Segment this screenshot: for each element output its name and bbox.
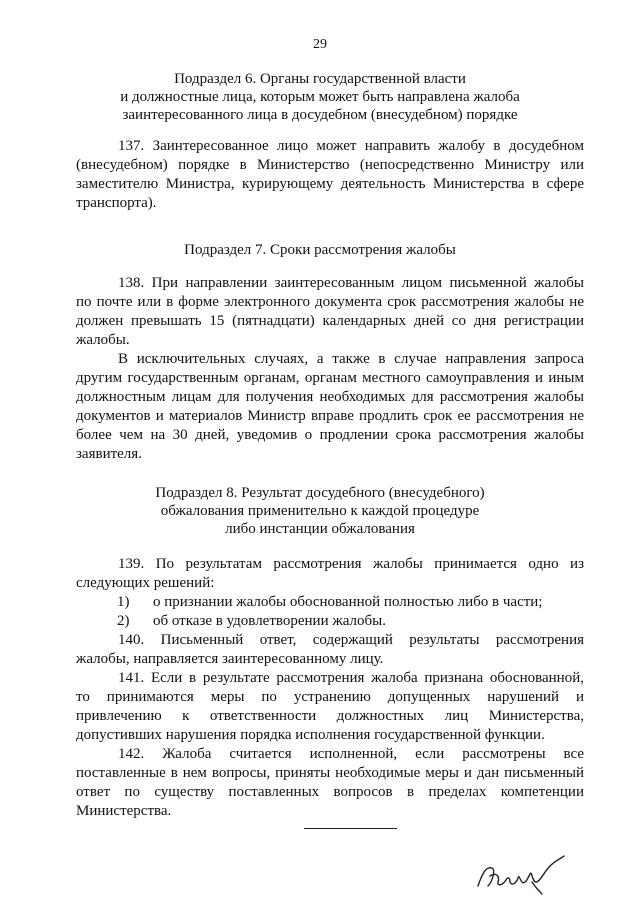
section-8-heading <box>0 484 640 538</box>
decision-list-item-1 <box>117 593 542 612</box>
text-line: 141. Если в результате рассмотрения жалоба признана обоснованной, <box>118 670 584 686</box>
heading-line: обжалования применительно к каждой процедуре <box>160 503 480 519</box>
text-line: документов и материалов Министр вправе продлить срок ее рассмотрения не <box>76 408 584 424</box>
text-line: заявителя. <box>76 446 142 462</box>
paragraph-142 <box>76 745 584 821</box>
text-line: следующих решений: <box>76 575 215 591</box>
text-line: 140. Письменный ответ, содержащий результаты рассмотрения <box>118 632 584 648</box>
page-number: 29 <box>313 37 327 52</box>
text-line: допустивших нарушения порядка исполнения государственной функции. <box>76 727 545 743</box>
text-line: должен превышать 15 (пятнадцати) календарных дней со дня регистрации <box>76 313 584 329</box>
text-line: более чем на 30 дней, уведомив о продлении срока рассмотрения жалобы <box>76 427 584 443</box>
list-text: о признании жалобы обоснованной полностью либо в части; <box>153 594 543 610</box>
end-rule <box>304 828 397 829</box>
text-line: (внесудебном) порядке в Министерство (непосредственно Министру или <box>76 157 584 173</box>
paragraph-140 <box>76 631 584 669</box>
paragraph-139 <box>76 555 584 593</box>
list-number: 1) <box>117 594 130 610</box>
text-line: другим государственным органам, органам местного самоуправления и иным <box>76 370 584 386</box>
heading-line: заинтересованного лица в досудебном (внесудебном) порядке <box>122 107 518 123</box>
paragraph-137 <box>76 137 584 213</box>
text-line: заместителю Министра, курирующему деятельность Министерства в сфере <box>76 176 584 192</box>
heading-line: Подраздел 6. Органы государственной власти <box>174 71 466 87</box>
text-line: транспорта). <box>76 195 157 211</box>
heading-line: и должностные лица, которым может быть направлена жалоба <box>120 89 520 105</box>
text-line: Министерства. <box>76 803 172 819</box>
list-text: об отказе в удовлетворении жалобы. <box>153 613 386 629</box>
heading-line: либо инстанции обжалования <box>225 521 415 537</box>
paragraph-141 <box>76 669 584 745</box>
paragraph-138 <box>76 274 584 350</box>
text-line: привлечению к ответственности должностных лиц Министерства, <box>76 708 584 724</box>
heading-line: Подраздел 8. Результат досудебного (внесудебного) <box>155 485 485 501</box>
paragraph-138-exceptions <box>76 350 584 464</box>
text-line: ответ по существу поставленных вопросов в пределах компетенции <box>76 784 584 800</box>
list-number: 2) <box>117 613 130 629</box>
text-line: В исключительных случаях, а также в случае направления запроса <box>118 351 584 367</box>
text-line: должностным лицам для получения необходимых для рассмотрения жалобы <box>76 389 584 405</box>
text-line: 142. Жалоба считается исполненной, если рассмотрены все <box>118 746 584 762</box>
decision-list-item-2 <box>117 612 386 631</box>
text-line: 139. По результатам рассмотрения жалобы принимается одно из <box>118 556 584 572</box>
section-7-heading <box>0 241 640 259</box>
text-line: 137. Заинтересованное лицо может направить жалобу в досудебном <box>118 138 584 154</box>
heading-line: Подраздел 7. Сроки рассмотрения жалобы <box>184 242 456 258</box>
text-line: то принимаются меры по устранению допущенных нарушений и <box>76 689 584 705</box>
text-line: поставленные в нем вопросы, приняты необходимые меры и дан письменный <box>76 765 584 781</box>
text-line: по почте или в форме электронного документа срок рассмотрения жалобы не <box>76 294 584 310</box>
signature-icon <box>470 852 570 896</box>
text-line: жалобы, направляется заинтересованному лицу. <box>76 651 384 667</box>
section-6-heading <box>0 70 640 124</box>
text-line: 138. При направлении заинтересованным лицом письменной жалобы <box>118 275 584 291</box>
text-line: жалобы. <box>76 332 130 348</box>
